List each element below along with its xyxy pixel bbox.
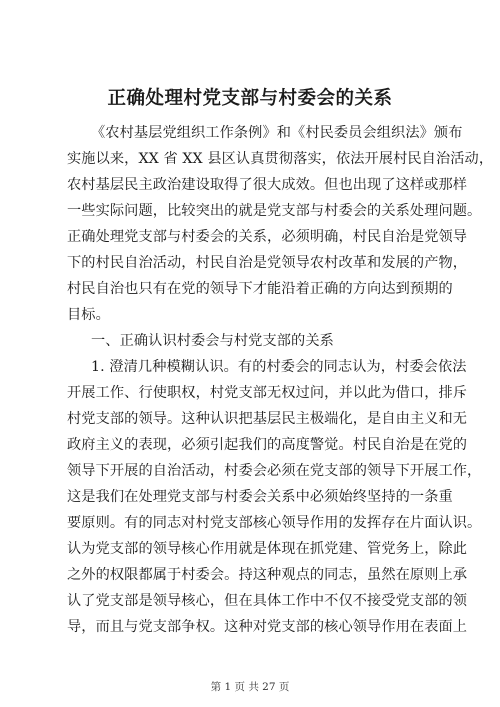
- paragraph-line: 村民自治也只有在党的领导下才能沿着正确的方向达到预期的: [67, 281, 453, 297]
- paragraph-line: 实施以来，XX 省 XX 县区认真贯彻落实，依法开展村民自治活动，: [67, 151, 494, 167]
- paragraph-line: 导，而且与党支部争权。这种对党支部的核心领导作用在表面上: [67, 619, 468, 635]
- paragraph-line: 1. 澄清几种模糊认识。有的村委会的同志认为，村委会依法: [91, 359, 467, 375]
- paragraph-line: 农村基层民主政治建设取得了很大成效。但也出现了这样或那样: [67, 177, 468, 193]
- paragraph-line: 开展工作、行使职权，村党支部无权过问，并以此为借口，排斥: [67, 385, 468, 401]
- paragraph-line: 之外的权限都属于村委会。持这种观点的同志，虽然在原则上承: [67, 567, 468, 583]
- paragraph-line: 下的村民自治活动，村民自治是党领导农村改革和发展的产物，: [67, 255, 468, 271]
- paragraph-line: 领导下开展的自治活动，村委会必须在党支部的领导下开展工作，: [67, 463, 482, 479]
- section-heading: 一、正确认识村委会与村党支部的关系: [91, 333, 334, 349]
- paragraph-line: 认了党支部是领导核心，但在具体工作中不仅不接受党支部的领: [67, 593, 468, 609]
- paragraph-line: 政府主义的表现，必须引起我们的高度警觉。村民自治是在党的: [67, 437, 468, 453]
- paragraph-line: 《农村基层党组织工作条例》和《村民委员会组织法》颁布: [91, 125, 463, 141]
- paragraph-line: 村党支部的领导。这种认识把基层民主极端化，是自由主义和无: [67, 411, 468, 427]
- paragraph-line: 这是我们在处理党支部与村委会关系中必须始终坚持的一条重: [67, 489, 453, 505]
- document-title: 正确处理村党支部与村委会的关系: [107, 88, 393, 109]
- paragraph-line: 正确处理党支部与村委会的关系，必须明确，村民自治是党领导: [67, 229, 468, 245]
- page-number-footer: 第 1 页 共 27 页: [210, 681, 290, 693]
- paragraph-line: 要原则。有的同志对村党支部核心领导作用的发挥存在片面认识。: [67, 515, 482, 531]
- paragraph-line: 认为党支部的领导核心作用就是体现在抓党建、管党务上，除此: [67, 541, 468, 557]
- paragraph-line: 一些实际问题，比较突出的就是党支部与村委会的关系处理问题。: [67, 203, 482, 219]
- paragraph-line: 目标。: [67, 307, 110, 323]
